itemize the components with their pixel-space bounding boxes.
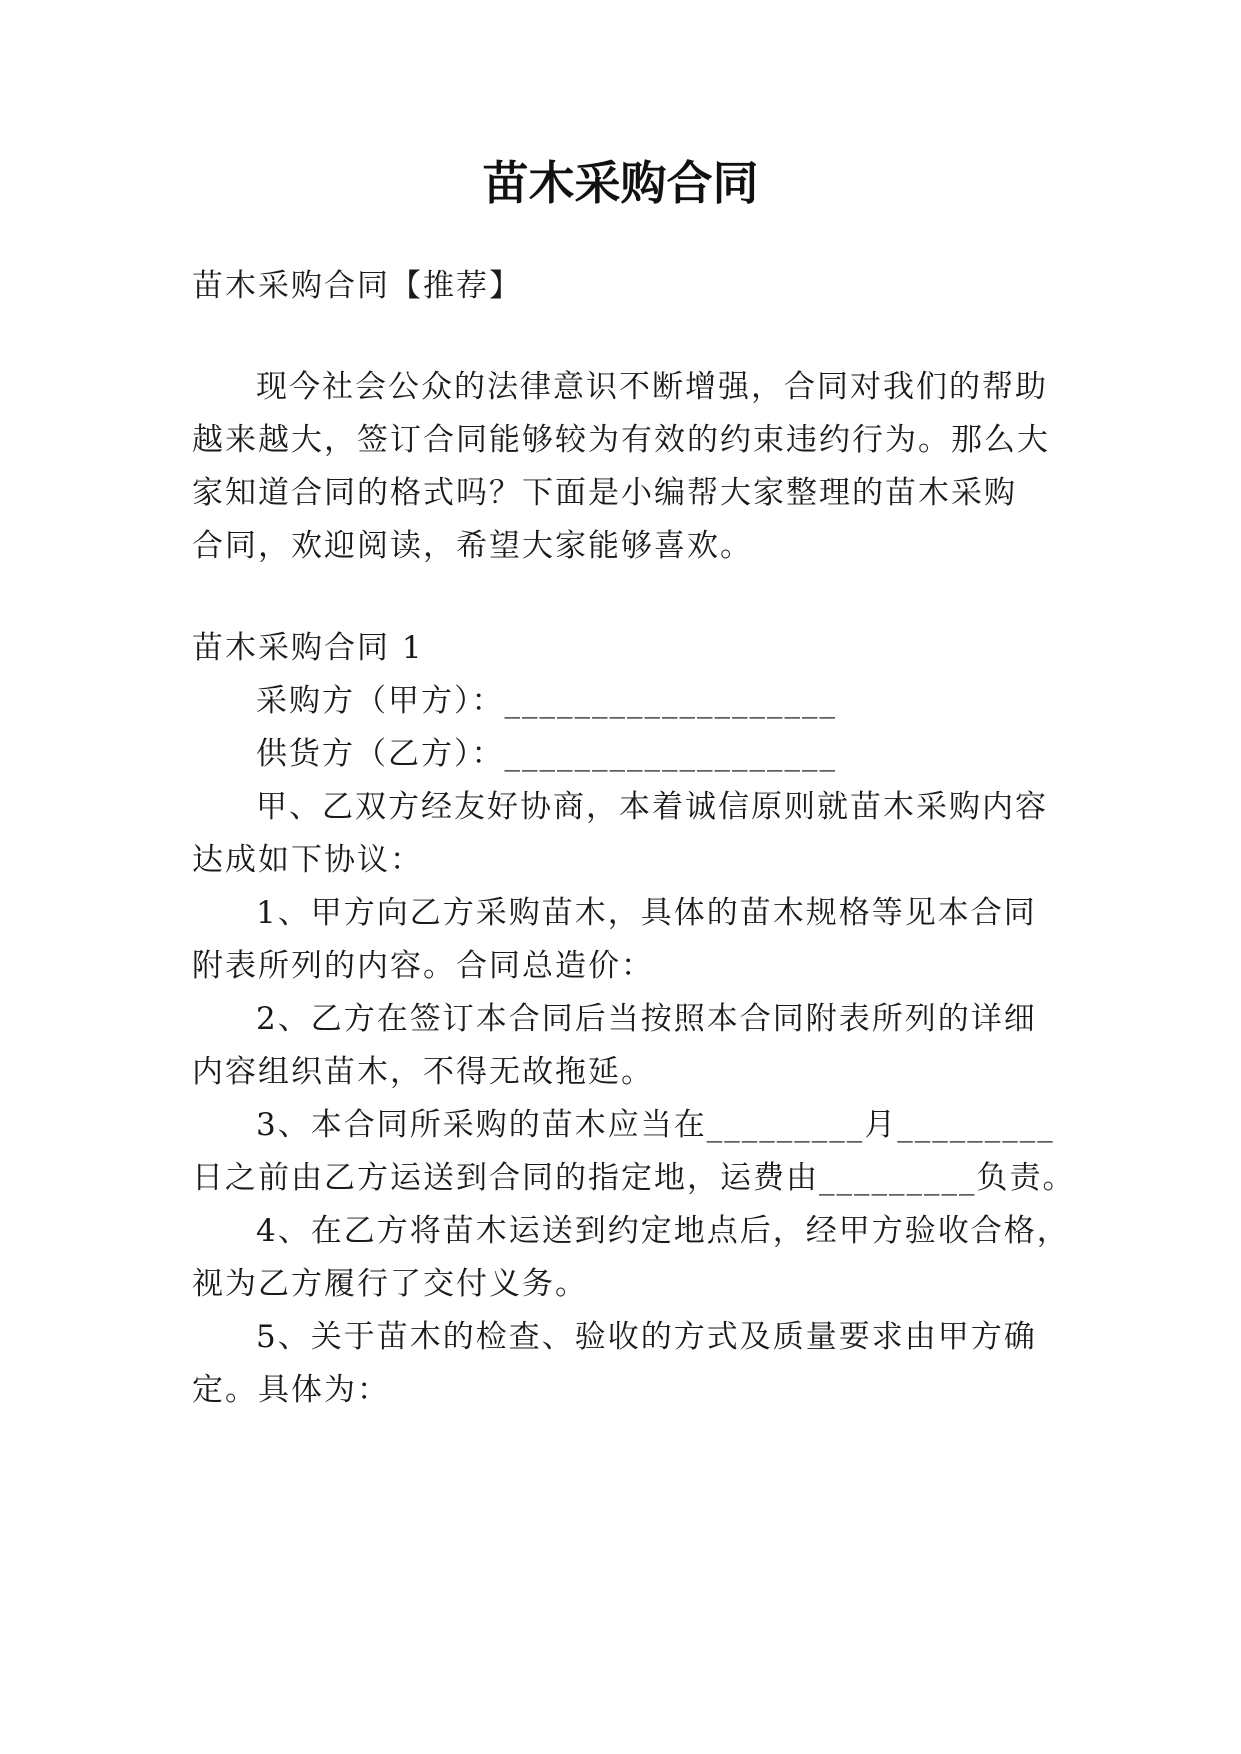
clause-line-10: 视为乙方履行了交付义务。 <box>192 1266 588 1302</box>
clause-line-2: 达成如下协议： <box>192 842 423 878</box>
buyer-line: 采购方（甲方）：___________________ <box>256 683 837 719</box>
intro-line-4: 合同，欢迎阅读，希望大家能够喜欢。 <box>192 528 753 564</box>
section-heading: 苗木采购合同 1 <box>192 630 424 666</box>
clause-line-1: 甲、乙双方经友好协商，本着诚信原则就苗木采购内容 <box>256 789 1048 825</box>
clause-line-4: 附表所列的内容。合同总造价： <box>192 948 654 984</box>
supplier-line: 供货方（乙方）：___________________ <box>256 736 837 772</box>
clause-line-11: 5、关于苗木的检查、验收的方式及质量要求由甲方确 <box>256 1319 1037 1355</box>
document-subtitle: 苗木采购合同【推荐】 <box>192 268 522 304</box>
clause-line-12: 定。具体为： <box>192 1372 390 1408</box>
intro-line-2: 越来越大，签订合同能够较为有效的约束违约行为。那么大 <box>192 422 1050 458</box>
intro-line-1: 现今社会公众的法律意识不断增强，合同对我们的帮助 <box>256 369 1048 405</box>
clause-line-3: 1、甲方向乙方采购苗木，具体的苗木规格等见本合同 <box>256 895 1037 931</box>
clause-line-6: 内容组织苗木，不得无故拖延。 <box>192 1054 654 1090</box>
clause-line-9: 4、在乙方将苗木运送到约定地点后，经甲方验收合格， <box>256 1213 1070 1249</box>
clause-line-5: 2、乙方在签订本合同后当按照本合同附表所列的详细 <box>256 1001 1037 1037</box>
document-title: 苗木采购合同 <box>482 156 759 210</box>
clause-line-8: 日之前由乙方运送到合同的指定地，运费由_________负责。 <box>192 1160 1076 1196</box>
clause-line-7: 3、本合同所采购的苗木应当在_________月_________ <box>256 1107 1055 1143</box>
intro-line-3: 家知道合同的格式吗？下面是小编帮大家整理的苗木采购 <box>192 475 1017 511</box>
